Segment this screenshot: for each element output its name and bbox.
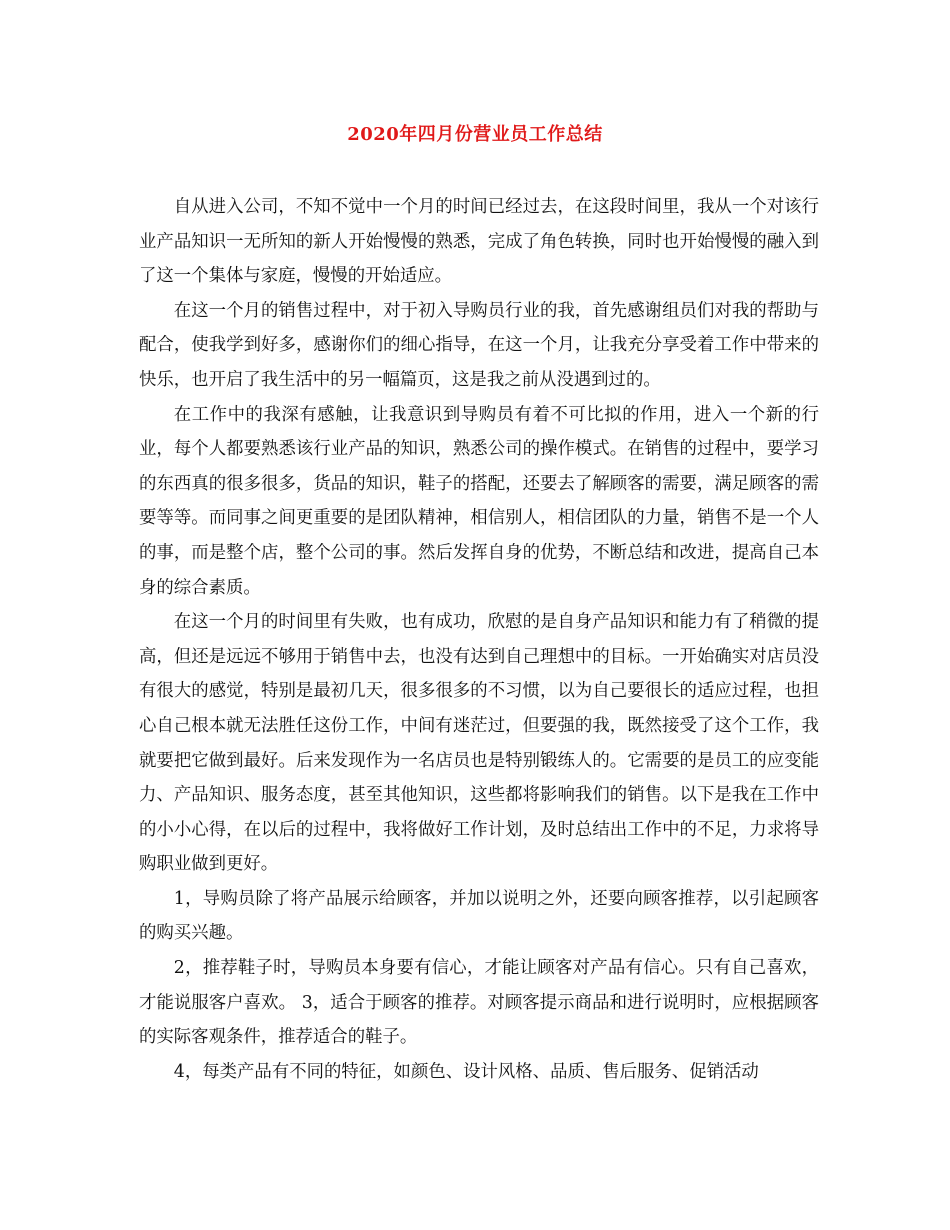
document-body	[139, 190, 819, 1089]
paragraph: 4，每类产品有不同的特征，如颜色、设计风格、品质、售后服务、促销活动	[173, 1061, 759, 1082]
paragraph: 自从进入公司，不知不觉中一个月的时间已经过去，在这段时间里，我从一个对该行业产品知识一无所知的新人开始慢慢的熟悉，完成了角色转换，同时也开始慢慢的融入到了这一个集体与家庭，慢慢的开始适应。	[139, 197, 819, 287]
paragraph: 1，导购员除了将产品展示给顾客，并加以说明之外，还要向顾客推荐，以引起顾客的购买兴趣。	[139, 888, 819, 944]
paragraph: 在这一个月的时间里有失败，也有成功，欣慰的是自身产品知识和能力有了稍微的提高，但还是远远不够用于销售中去，也没有达到自己理想中的目标。一开始确实对店员没有很大的感觉，特别是最初几天，很多很多的不习惯，以为自己要很长的适应过程，也担心自己根本就无法胜任这份工作，中间有迷茫过，但要强的我，既然接受了这个工作，我就要把它做到最好。后来发现作为一名店员也是特别锻练人的。它需要的是员工的应变能力、产品知识、服务态度，甚至其他知识，这些都将影响我们的销售。以下是我在工作中的小小心得，在以后的过程中，我将做好工作计划，及时总结出工作中的不足，力求将导购职业做到更好。	[139, 612, 819, 875]
document-title: 2020年四月份营业员工作总结	[347, 124, 603, 145]
paragraph: 在这一个月的销售过程中，对于初入导购员行业的我，首先感谢组员们对我的帮助与配合，使我学到好多，感谢你们的细心指导，在这一个月，让我充分享受着工作中带来的快乐，也开启了我生活中的另一幅篇页，这是我之前从没遇到过的。	[139, 300, 819, 390]
paragraph: 在工作中的我深有感触，让我意识到导购员有着不可比拟的作用，进入一个新的行业，每个人都要熟悉该行业产品的知识，熟悉公司的操作模式。在销售的过程中，要学习的东西真的很多很多，货品的知识，鞋子的搭配，还要去了解顾客的需要，满足顾客的需要等等。而同事之间更重要的是团队精神，相信别人，相信团队的力量，销售不是一个人的事，而是整个店，整个公司的事。然后发挥自身的优势，不断总结和改进，提高自己本身的综合素质。	[139, 404, 819, 598]
paragraph: 2，推荐鞋子时，导购员本身要有信心，才能让顾客对产品有信心。只有自己喜欢，才能说服客户喜欢。 3，适合于顾客的推荐。对顾客提示商品和进行说明时，应根据顾客的实际客观条件，推荐适合的鞋子。	[139, 958, 819, 1048]
